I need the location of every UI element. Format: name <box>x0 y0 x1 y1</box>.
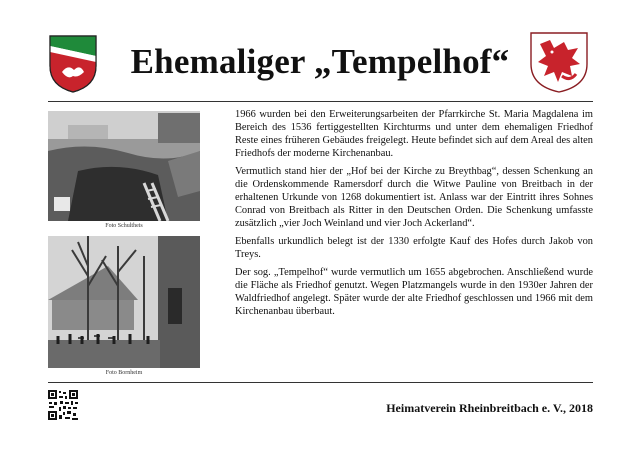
photo-caption: Foto Bornheim <box>105 370 143 376</box>
photo-caption: Foto Schultheis <box>105 223 143 229</box>
top-divider <box>48 101 593 102</box>
paragraph: 1966 wurden bei den Erweiterungsarbeiten der Pfarrkirche St. Maria Magdalena im Bereich des 1536 fertiggestellten Kirchturms und unter dem ehemaligen Friedhof Reste eines früheren Gebäudes freigelegt. Heute befindet sich auf dem Areal des alten Friedhofs der moderne Kirchenanbau. <box>235 109 593 159</box>
paragraph: Vermutlich stand hier der „Hof bei der Kirche zu Breythbag“, dessen Schenkung an die Ordenskommende Ramersdorf durch die Witwe Pauline von Breitbach in der erhaltenen Urkunde von 1268 dokumentiert ist. Anlass war der Eintritt ihres Sohnes Conrad von Breitbach als Ritter in den Deutschen Orden. Die Schenkung umfasste zusätzlich „vier Joch Weinland und vier Joch Ackerland“. <box>235 166 593 229</box>
article-text <box>235 108 593 323</box>
footer-credit: Heimatverein Rheinbreitbach e. V., 2018 <box>386 401 593 415</box>
excavation-photo <box>48 111 200 221</box>
paragraph: Ebenfalls urkundlich belegt ist der 1330 erfolgte Kauf des Hofes durch Jakob von Treys. <box>235 236 593 260</box>
paragraph: Der sog. „Tempelhof“ wurde vermutlich um 1655 abgebrochen. Anschließend wurde die Fläche als Friedhof genutzt. Wegen Platzmangels wurde in den 1930er Jahren der Waldfriedhof angelegt. Später wurde der alte Friedhof geschlossen und 1966 mit dem Kirchenanbau überbaut. <box>235 267 593 317</box>
page-title: Ehemaliger „Tempelhof“ <box>130 42 510 81</box>
churchyard-photo <box>48 236 200 368</box>
qr-code-icon[interactable] <box>48 390 78 420</box>
bottom-divider <box>48 382 593 383</box>
